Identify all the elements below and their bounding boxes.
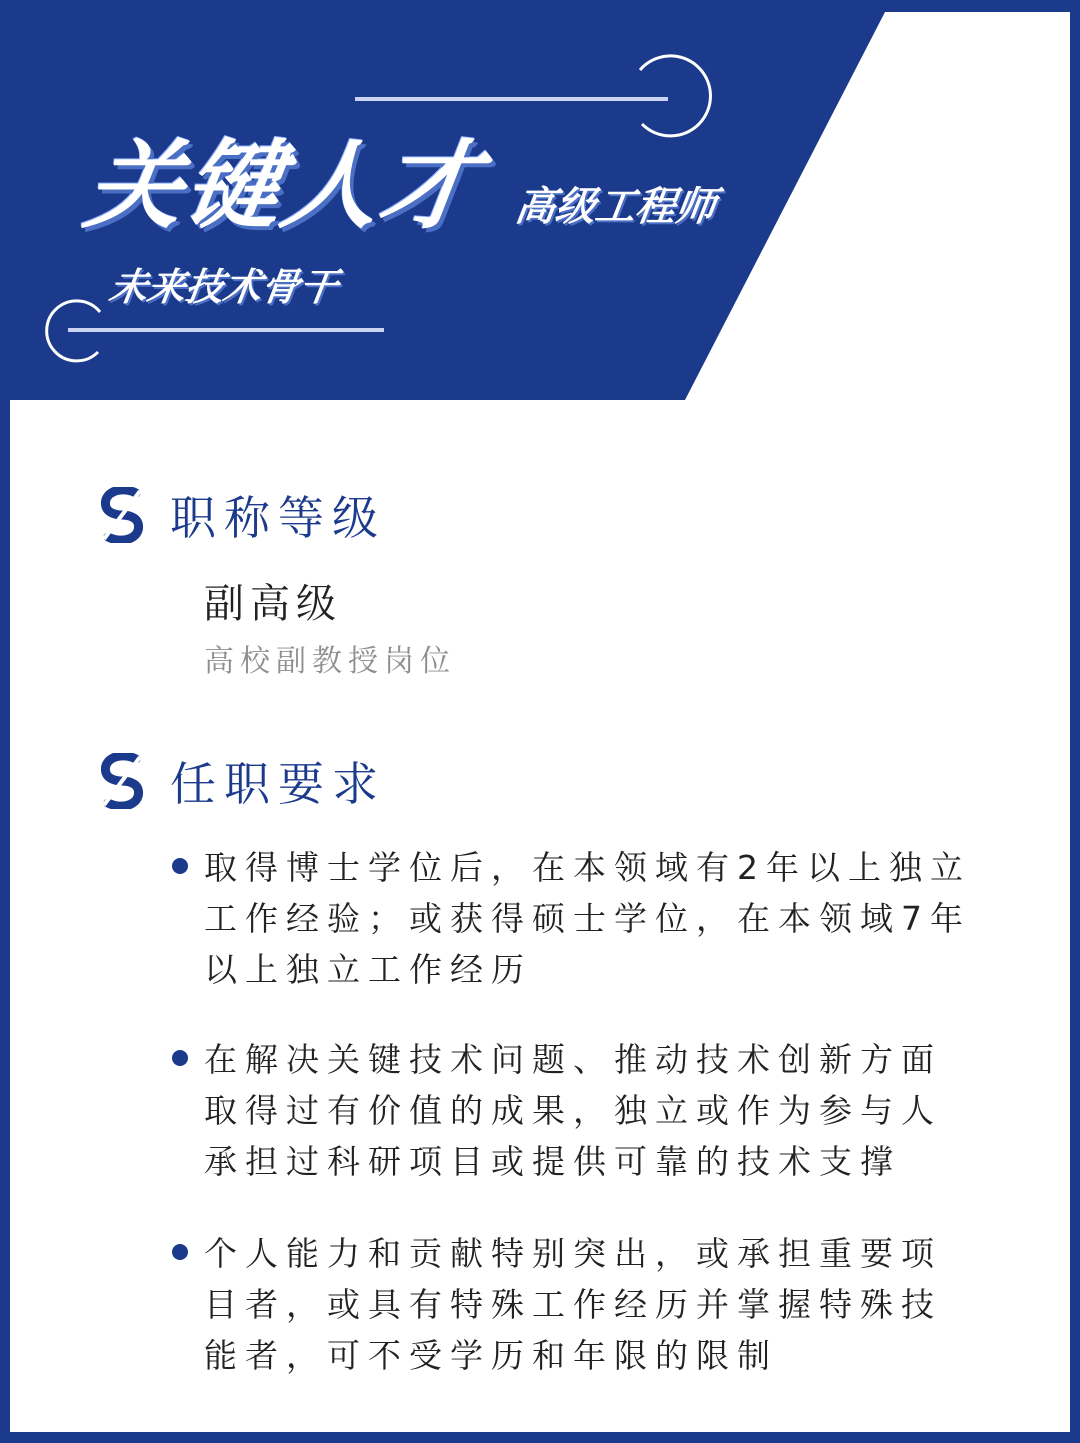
- requirement-line: 在解决关键技术问题、推动技术创新方面: [204, 1040, 942, 1079]
- requirement-line: 能者，可不受学历和年限的限制: [204, 1336, 778, 1375]
- header-banner: [10, 12, 1070, 402]
- bullet-dot-icon: [172, 1244, 188, 1260]
- requirement-line: 目者，或具有特殊工作经历并掌握特殊技: [204, 1285, 942, 1324]
- section-header-requirements: [100, 748, 386, 814]
- bullet-dot-icon: [172, 1050, 188, 1066]
- requirement-line: 工作经验；或获得硕士学位，在本领域7年: [204, 899, 971, 938]
- section-title: 职称等级: [170, 491, 386, 545]
- title-level-note: 高校副教授岗位: [204, 644, 456, 679]
- requirement-item: [204, 1034, 1024, 1187]
- s-slash-icon: [100, 753, 144, 809]
- title-level-value: 副高级: [204, 581, 342, 627]
- s-slash-icon: [100, 487, 144, 543]
- requirement-line: 取得博士学位后，在本领域有2年以上独立: [204, 848, 971, 887]
- requirement-line: 取得过有价值的成果，独立或作为参与人: [204, 1091, 942, 1130]
- bullet-dot-icon: [172, 858, 188, 874]
- requirement-line: 个人能力和贡献特别突出，或承担重要项: [204, 1234, 942, 1273]
- requirement-item: [204, 1228, 1024, 1381]
- banner-subtitle: 未来技术骨干: [106, 265, 341, 309]
- banner-title-aside: 高级工程师: [512, 184, 719, 230]
- banner-title: 关键人才: [79, 130, 487, 242]
- poster-frame: [10, 12, 1070, 1432]
- requirement-line: 承担过科研项目或提供可靠的技术支撑: [204, 1142, 901, 1181]
- section-title: 任职要求: [170, 757, 386, 811]
- section-header-title-level: [100, 482, 386, 548]
- requirement-item: [204, 842, 1024, 995]
- requirement-line: 以上独立工作经历: [204, 950, 532, 989]
